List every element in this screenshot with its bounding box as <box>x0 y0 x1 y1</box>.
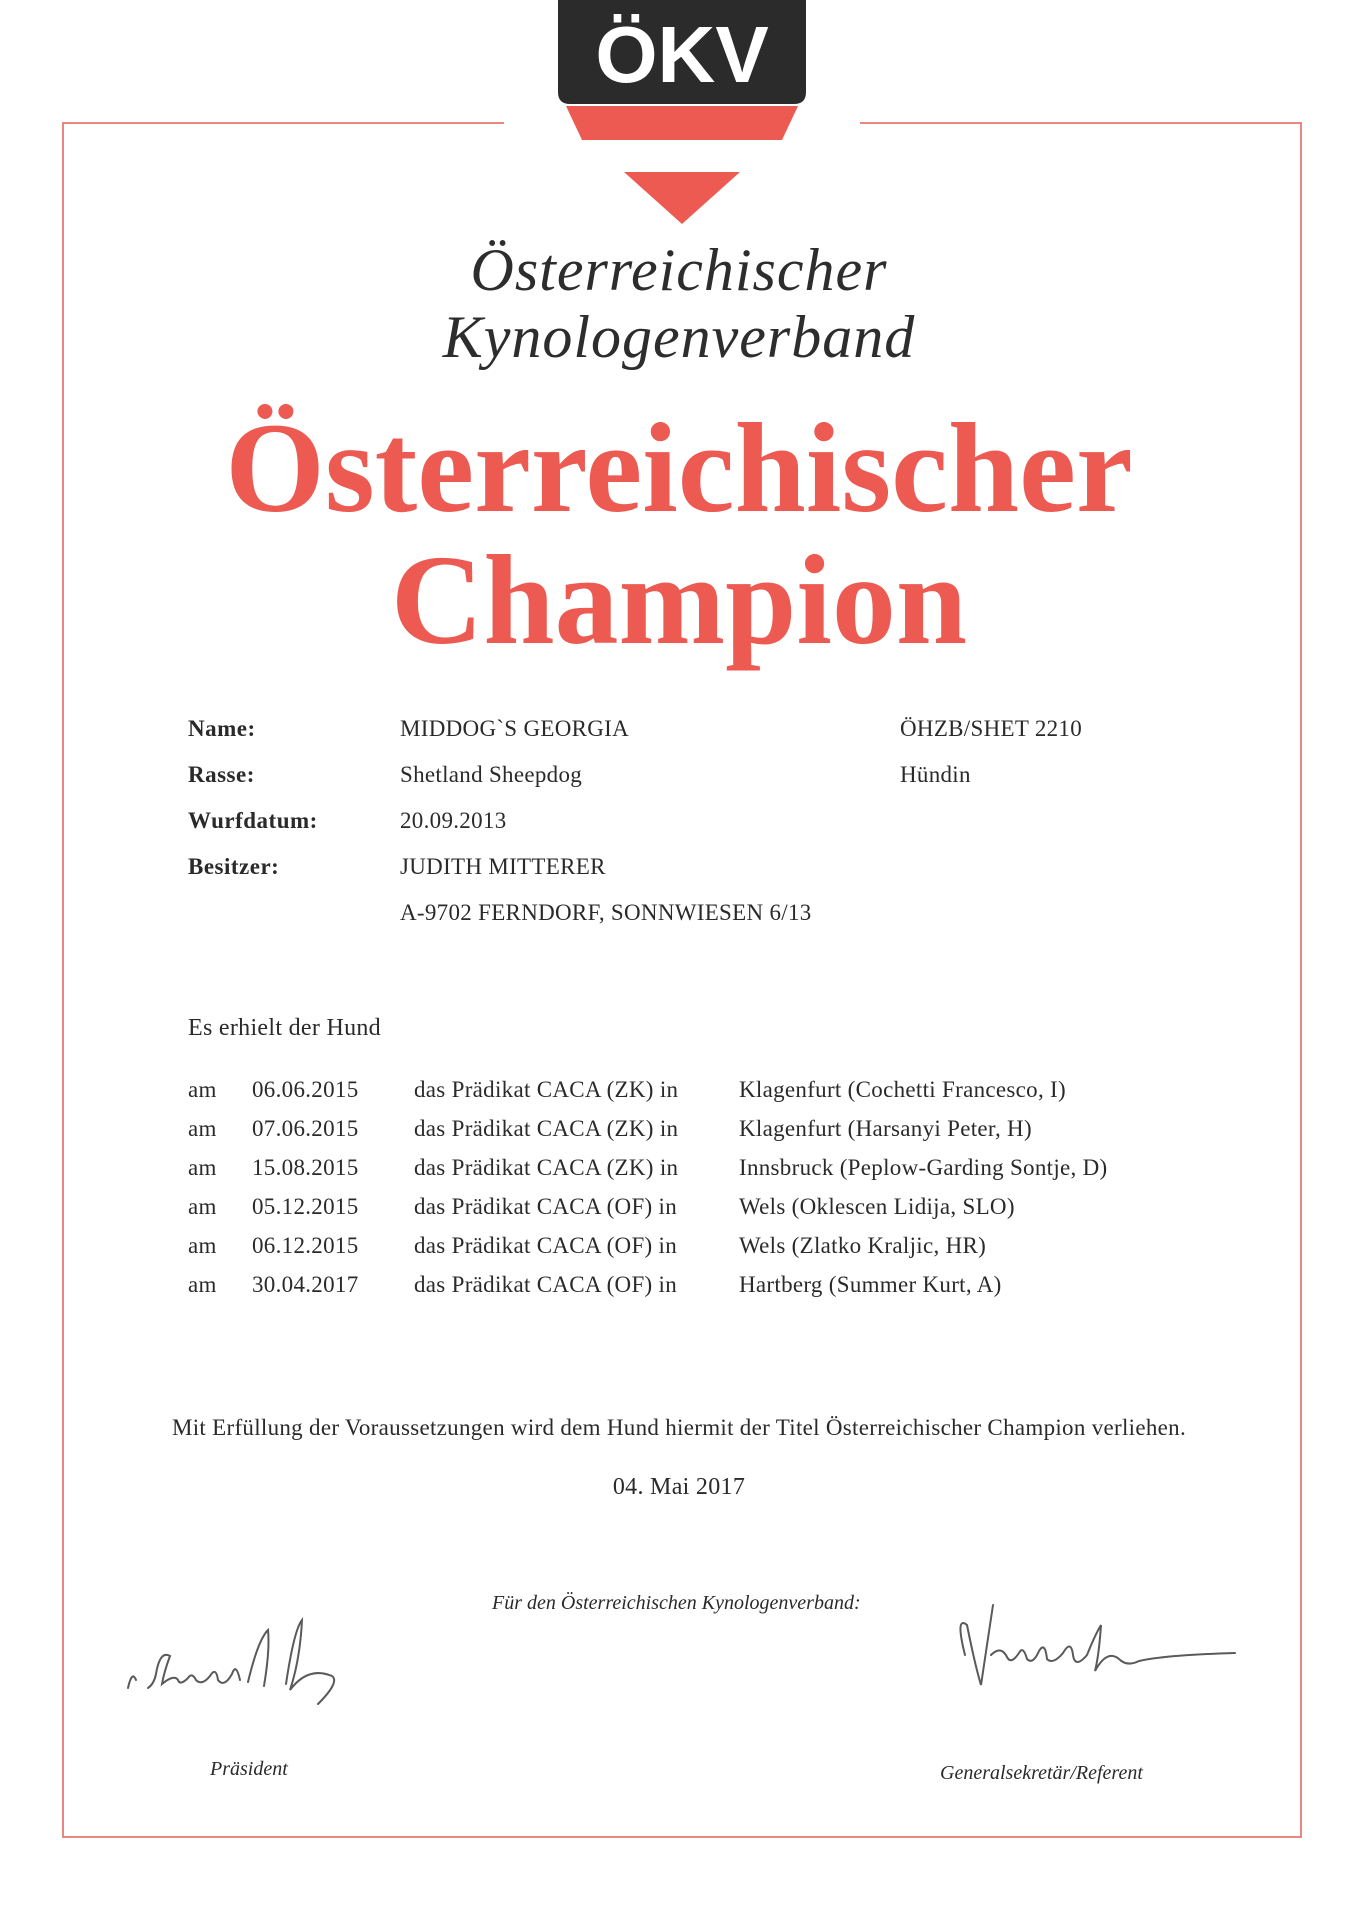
organization-name-line1: Österreichischer <box>470 237 888 303</box>
award-prefix: am <box>188 1233 217 1258</box>
dog-sex: Hündin <box>900 762 971 787</box>
award-row <box>0 1155 1358 1185</box>
secretary-role: Generalsekretär/Referent <box>940 1762 1143 1784</box>
okv-logo-text: ÖKV <box>595 10 769 99</box>
award-predicate: das Prädikat CACA (OF) in <box>414 1194 678 1219</box>
award-place: Klagenfurt (Cochetti Francesco, I) <box>739 1077 1066 1102</box>
award-predicate: das Prädikat CACA (ZK) in <box>414 1077 679 1102</box>
award-place: Wels (Zlatko Kraljic, HR) <box>739 1233 987 1258</box>
award-predicate: das Prädikat CACA (ZK) in <box>414 1155 679 1180</box>
owner-label: Besitzer: <box>188 854 280 879</box>
award-place: Klagenfurt (Harsanyi Peter, H) <box>739 1116 1032 1141</box>
birth-date: 20.09.2013 <box>400 808 507 833</box>
award-prefix: am <box>188 1155 217 1180</box>
breed-label: Rasse: <box>188 762 255 787</box>
okv-logo <box>556 0 808 226</box>
award-row <box>0 1077 1358 1107</box>
award-date: 06.12.2015 <box>252 1233 359 1258</box>
award-predicate: das Prädikat CACA (OF) in <box>414 1233 678 1258</box>
certificate-title-line1: Österreichischer <box>225 397 1133 539</box>
award-date: 07.06.2015 <box>252 1116 359 1141</box>
award-predicate: das Prädikat CACA (ZK) in <box>414 1116 679 1141</box>
secretary-signature <box>935 1585 1255 1710</box>
name-label: Name: <box>188 716 256 741</box>
award-predicate: das Prädikat CACA (OF) in <box>414 1272 678 1297</box>
frame-top-right <box>860 122 1302 124</box>
award-place: Innsbruck (Peplow-Garding Sontje, D) <box>739 1155 1108 1180</box>
award-row <box>0 1272 1358 1302</box>
issue-date: 04. Mai 2017 <box>612 1474 746 1500</box>
frame-top-left <box>62 122 504 124</box>
dog-breed: Shetland Sheepdog <box>400 762 583 787</box>
award-date: 30.04.2017 <box>252 1272 359 1297</box>
registration-number: ÖHZB/SHET 2210 <box>900 716 1083 741</box>
award-date: 05.12.2015 <box>252 1194 359 1219</box>
frame-right <box>1300 122 1302 1838</box>
awards-intro: Es erhielt der Hund <box>188 1015 381 1041</box>
award-row <box>0 1233 1358 1263</box>
award-prefix: am <box>188 1272 217 1297</box>
certificate-title-line2: Champion <box>390 529 968 671</box>
award-place: Wels (Oklescen Lidija, SLO) <box>739 1194 1015 1219</box>
birth-date-label: Wurfdatum: <box>188 808 318 833</box>
owner-address: A-9702 FERNDORF, SONNWIESEN 6/13 <box>400 900 812 925</box>
owner-name: JUDITH MITTERER <box>400 854 606 879</box>
award-date: 15.08.2015 <box>252 1155 359 1180</box>
award-row <box>0 1194 1358 1224</box>
frame-bottom <box>62 1836 1302 1838</box>
award-row <box>0 1116 1358 1146</box>
signature-caption: Für den Österreichischen Kynologenverband: <box>492 1592 861 1614</box>
conferral-statement: Mit Erfüllung der Voraussetzungen wird dem Hund hiermit der Titel Österreichischer Champion verliehen. <box>171 1415 1187 1440</box>
organization-name-line2: Kynologenverband <box>442 304 916 370</box>
dog-name: MIDDOG`S GEORGIA <box>400 716 630 741</box>
award-date: 06.06.2015 <box>252 1077 359 1102</box>
award-prefix: am <box>188 1116 217 1141</box>
award-place: Hartberg (Summer Kurt, A) <box>739 1272 1002 1297</box>
president-role: Präsident <box>210 1758 288 1780</box>
frame-left <box>62 122 64 1838</box>
president-signature <box>118 1600 418 1715</box>
award-prefix: am <box>188 1194 217 1219</box>
award-prefix: am <box>188 1077 217 1102</box>
